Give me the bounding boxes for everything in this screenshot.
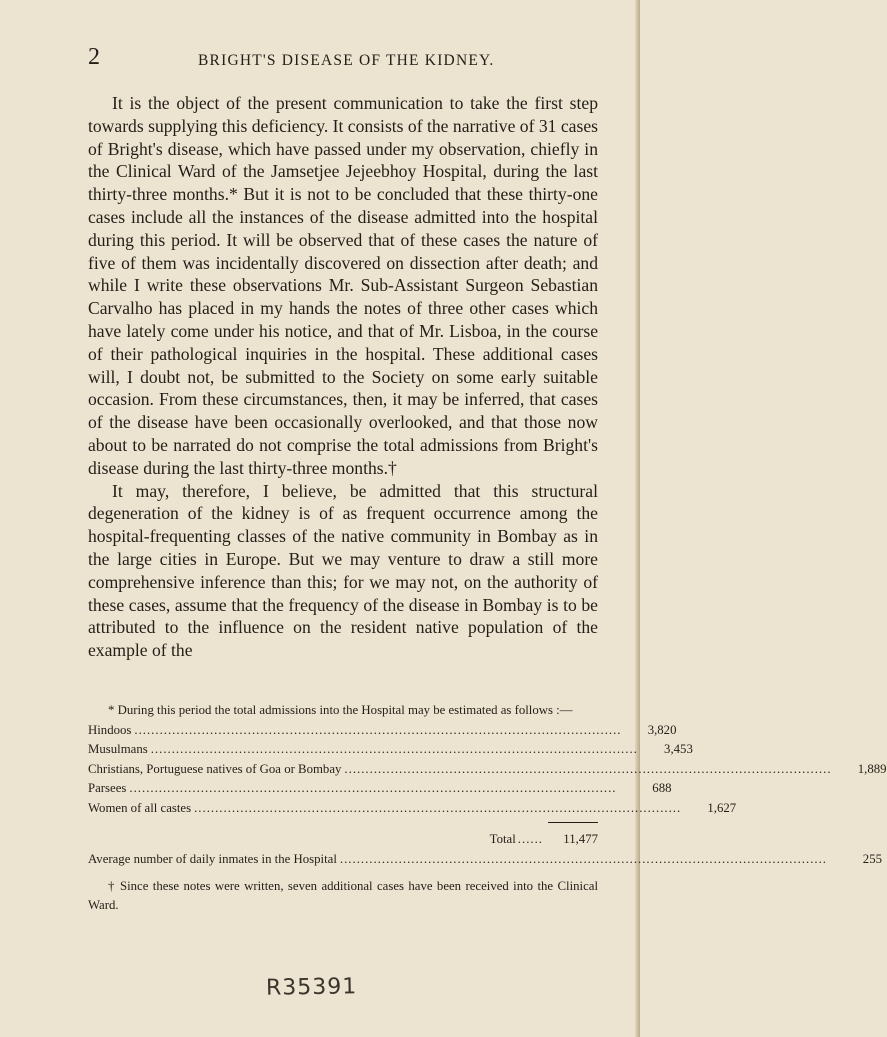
admissions-row bbox=[88, 760, 887, 780]
admissions-label: Parsees bbox=[88, 781, 127, 796]
average-row bbox=[88, 850, 882, 870]
admissions-row bbox=[88, 799, 737, 819]
average-value: 255 bbox=[862, 852, 882, 867]
admissions-value: 3,820 bbox=[647, 722, 677, 737]
admissions-row bbox=[88, 740, 693, 760]
page-edge bbox=[635, 0, 640, 1037]
leader-dots: .................................................................................................................... bbox=[344, 761, 832, 776]
average-label: Average number of daily inmates in the Hospital bbox=[88, 852, 337, 867]
admissions-row bbox=[88, 779, 672, 799]
footnotes bbox=[88, 701, 887, 916]
total-label: Total bbox=[489, 831, 516, 846]
leader-dots: .................................................................................................................... bbox=[339, 852, 827, 867]
admissions-table bbox=[88, 721, 887, 819]
total-value: 11,477 bbox=[563, 831, 598, 846]
admissions-label: Christians, Portuguese natives of Goa or Bombay bbox=[88, 761, 342, 776]
admissions-label: Hindoos bbox=[88, 722, 132, 737]
footnote-intro: * During this period the total admissions into the Hospital may be estimated as follows :— bbox=[108, 703, 573, 717]
admissions-value: 1,889 bbox=[857, 761, 887, 776]
admissions-label: Musulmans bbox=[88, 742, 148, 757]
admissions-value: 1,627 bbox=[707, 800, 737, 815]
admissions-row bbox=[88, 721, 677, 741]
admissions-value: 688 bbox=[652, 781, 672, 796]
leader-dots: .................................................................................................................... bbox=[150, 742, 638, 757]
paragraph: It is the object of the present communication to take the first step towards supplying this deficiency. It consists of the narrative of 31 cases of Bright's disease, which have passed under my observation, chiefly in the Clinical Ward of the Jamsetjee Jejeebhoy Hospital, during the last thirty-three months.* But it is not to be concluded that these thirty-one cases include all the instances of the disease admitted into the hospital during this period. It will be observed that of these cases the nature of five of them was incidentally discovered on dissection after death; and while I write these observations Mr. Sub-Assistant Surgeon Sebastian Carvalho has placed in my hands the notes of three other cases which have lately come under his notice, and that of Mr. Lisboa, in the course of their pathological inquiries in the hospital. These additional cases will, I doubt not, be submitted to the Society on some early suitable occasion. From these circumstances, then, it may be inferred, that cases of the disease have been occasionally overlooked, and that those now about to be narrated do not comprise the total admissions from Bright's disease during the last thirty-three months.† bbox=[88, 93, 598, 478]
leader-dots: .................................................................................................................... bbox=[129, 781, 617, 796]
footnote-second: † Since these notes were written, seven additional cases have been received into the Clinical Ward. bbox=[88, 878, 598, 913]
library-stamp: R35391 bbox=[265, 974, 358, 1001]
paragraph: It may, therefore, I believe, be admitted that this structural degeneration of the kidney is of as frequent occurrence among the hospital-frequenting classes of the native community in Bombay as in the large cities in Europe. But we may venture to draw a still more comprehensive inference than this; for we may not, on the authority of these cases, assume that the frequency of the disease in Bombay is to be attributed to the influence on the resident native population of the example of the bbox=[88, 480, 598, 661]
total-rule bbox=[548, 822, 598, 823]
leader-dots: .................................................................................................................... bbox=[194, 800, 682, 815]
running-head: BRIGHT'S DISEASE OF THE KIDNEY. bbox=[198, 52, 495, 69]
body-text bbox=[88, 92, 598, 662]
total-row bbox=[88, 830, 598, 850]
admissions-value: 3,453 bbox=[664, 742, 693, 757]
page-header bbox=[88, 44, 598, 72]
page-number: 2 bbox=[88, 44, 100, 70]
leader-dots: .................................................................................................................... bbox=[134, 722, 622, 737]
leader-dots: ...... bbox=[517, 831, 543, 846]
admissions-label: Women of all castes bbox=[88, 800, 192, 815]
